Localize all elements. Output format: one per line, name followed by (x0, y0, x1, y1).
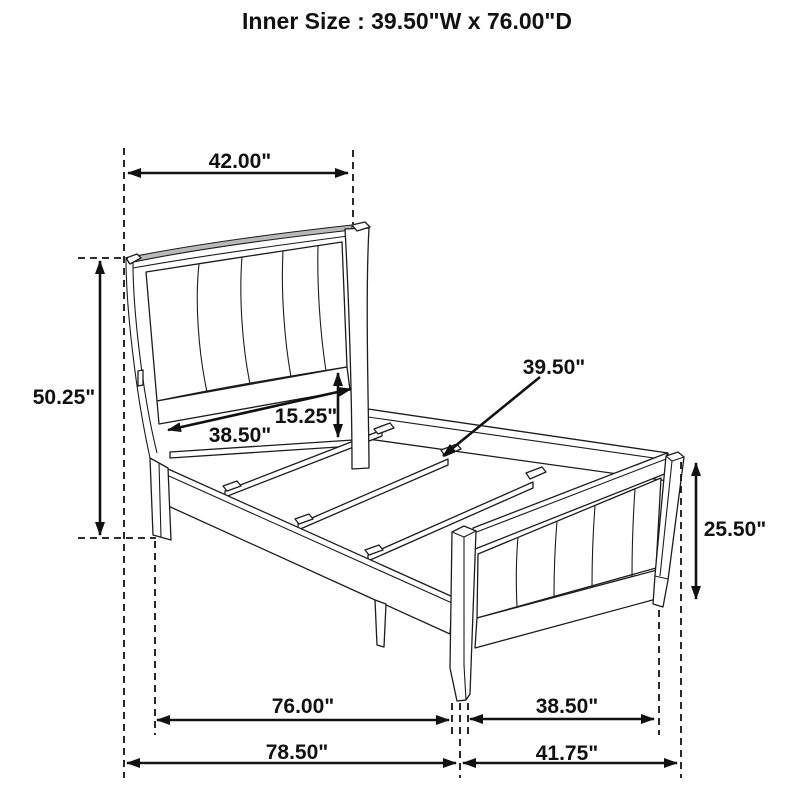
footboard (450, 452, 684, 701)
dim-label-panel-to-rail: 15.25" (274, 405, 338, 428)
bed-drawing (126, 222, 684, 701)
dim-label-footboard-overall-width: 41.75" (535, 742, 599, 765)
dim-label-footboard-inner-width: 38.50" (535, 695, 599, 718)
dim-label-inner-width: 39.50" (522, 356, 586, 379)
headboard (126, 222, 370, 540)
headboard-left-post-outer-edge (126, 258, 150, 458)
headboard-right-post (345, 228, 369, 469)
footboard-near-leg (450, 526, 476, 701)
dim-label-headboard-inner-width: 38.50" (208, 424, 272, 447)
slat-2 (298, 459, 448, 530)
dim-label-headboard-width: 42.00" (208, 150, 272, 173)
dim-label-inner-depth: 76.00" (271, 695, 335, 718)
center-support-leg (375, 600, 386, 647)
dim-label-headboard-height: 50.25" (32, 386, 96, 409)
slat-3-far-cleat (526, 467, 546, 479)
dim-label-overall-depth: 78.50" (265, 741, 329, 764)
headboard-corner-face (126, 254, 141, 264)
page-title: Inner Size : 39.50"W x 76.00"D (242, 8, 572, 34)
dimension-labels (33, 8, 767, 765)
dimension-annotations (33, 8, 767, 778)
dim-label-footboard-height: 25.50" (703, 518, 767, 541)
rail-bracket (138, 370, 143, 386)
